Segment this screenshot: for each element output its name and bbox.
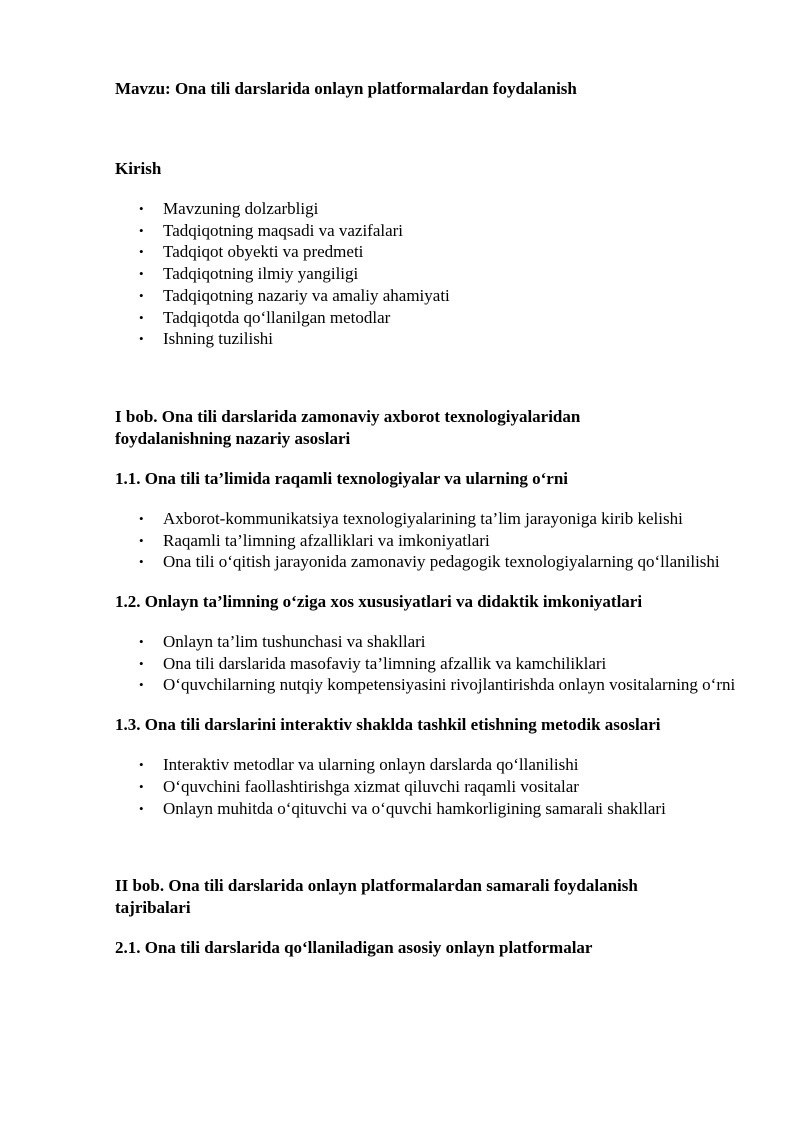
list-item: • Tadqiqotning nazariy va amaliy ahamiyati bbox=[139, 285, 450, 305]
intro-heading: Kirish bbox=[115, 159, 162, 178]
list-item: • Onlayn ta’lim tushunchasi va shakllari bbox=[139, 632, 426, 652]
bullet-icon: • bbox=[139, 244, 144, 260]
bullet-icon: • bbox=[139, 757, 144, 773]
bullet-icon: • bbox=[139, 287, 144, 303]
section-1-2-heading: 1.2. Onlayn ta’limning o‘ziga xos xususiyatlari va didaktik imkoniyatlari bbox=[115, 592, 643, 612]
bullet-icon: • bbox=[139, 634, 144, 650]
list-item: • Axborot-kommunikatsiya texnologiyalarining ta’lim jarayoniga kirib kelishi bbox=[139, 508, 683, 528]
bullet-icon: • bbox=[139, 532, 144, 548]
section-1-3-list bbox=[115, 754, 760, 819]
list-item: • Raqamli ta’limning afzalliklari va imkoniyatlari bbox=[139, 530, 490, 550]
bullet-icon: • bbox=[139, 266, 144, 282]
list-item: • Ona tili darslarida masofaviy ta’limning afzallik va kamchiliklari bbox=[139, 653, 607, 673]
list-item: • Ona tili o‘qitish jarayonida zamonaviy pedagogik texnologiyalarning qo‘llanilishi bbox=[139, 552, 720, 572]
bullet-icon: • bbox=[139, 800, 144, 816]
bullet-icon: • bbox=[139, 655, 144, 671]
bullet-icon: • bbox=[139, 677, 144, 693]
section-1-1-list bbox=[115, 508, 760, 573]
list-item: • Interaktiv metodlar va ularning onlayn darslarda qo‘llanilishi bbox=[139, 755, 579, 775]
list-item: • Ishning tuzilishi bbox=[139, 329, 274, 349]
list-item: • Onlayn muhitda o‘qituvchi va o‘quvchi hamkorligining samarali shakllari bbox=[139, 798, 666, 818]
bullet-icon: • bbox=[139, 778, 144, 794]
list-item: • Mavzuning dolzarbligi bbox=[139, 199, 319, 218]
chapter-2-heading: II bob. Ona tili darslarida onlayn platformalardan samarali foydalanish tajribalari bbox=[115, 876, 638, 918]
document-title: Mavzu: Ona tili darslarida onlayn platformalardan foydalanish bbox=[115, 79, 577, 98]
list-item: • O‘quvchini faollashtirishga xizmat qiluvchi raqamli vositalar bbox=[139, 776, 579, 796]
bullet-icon: • bbox=[139, 222, 144, 238]
list-item: • Tadqiqotning maqsadi va vazifalari bbox=[139, 220, 404, 240]
section-2-1-heading: 2.1. Ona tili darslarida qo‘llaniladigan asosiy onlayn platformalar bbox=[115, 938, 593, 958]
list-item: • Tadqiqotda qo‘llanilgan metodlar bbox=[139, 307, 391, 327]
section-1-1-heading: 1.1. Ona tili ta’limida raqamli texnologiyalar va ularning o‘rni bbox=[115, 468, 569, 488]
list-item: • Tadqiqotning ilmiy yangiligi bbox=[139, 264, 359, 284]
bullet-icon: • bbox=[139, 331, 144, 347]
bullet-icon: • bbox=[139, 201, 144, 216]
list-item: • Tadqiqot obyekti va predmeti bbox=[139, 242, 364, 262]
intro-list bbox=[115, 198, 760, 350]
chapter-1-heading: I bob. Ona tili darslarida zamonaviy axborot texnologiyalaridan foydalanishning nazariy asoslari bbox=[115, 406, 581, 448]
section-1-2-list bbox=[115, 631, 760, 696]
list-item: • O‘quvchilarning nutqiy kompetensiyasini rivojlantirishda onlayn vositalarning o‘rni bbox=[139, 675, 736, 695]
bullet-icon: • bbox=[139, 554, 144, 570]
section-1-3-heading: 1.3. Ona tili darslarini interaktiv shaklda tashkil etishning metodik asoslari bbox=[115, 715, 661, 735]
bullet-icon: • bbox=[139, 309, 144, 325]
bullet-icon: • bbox=[139, 510, 144, 526]
